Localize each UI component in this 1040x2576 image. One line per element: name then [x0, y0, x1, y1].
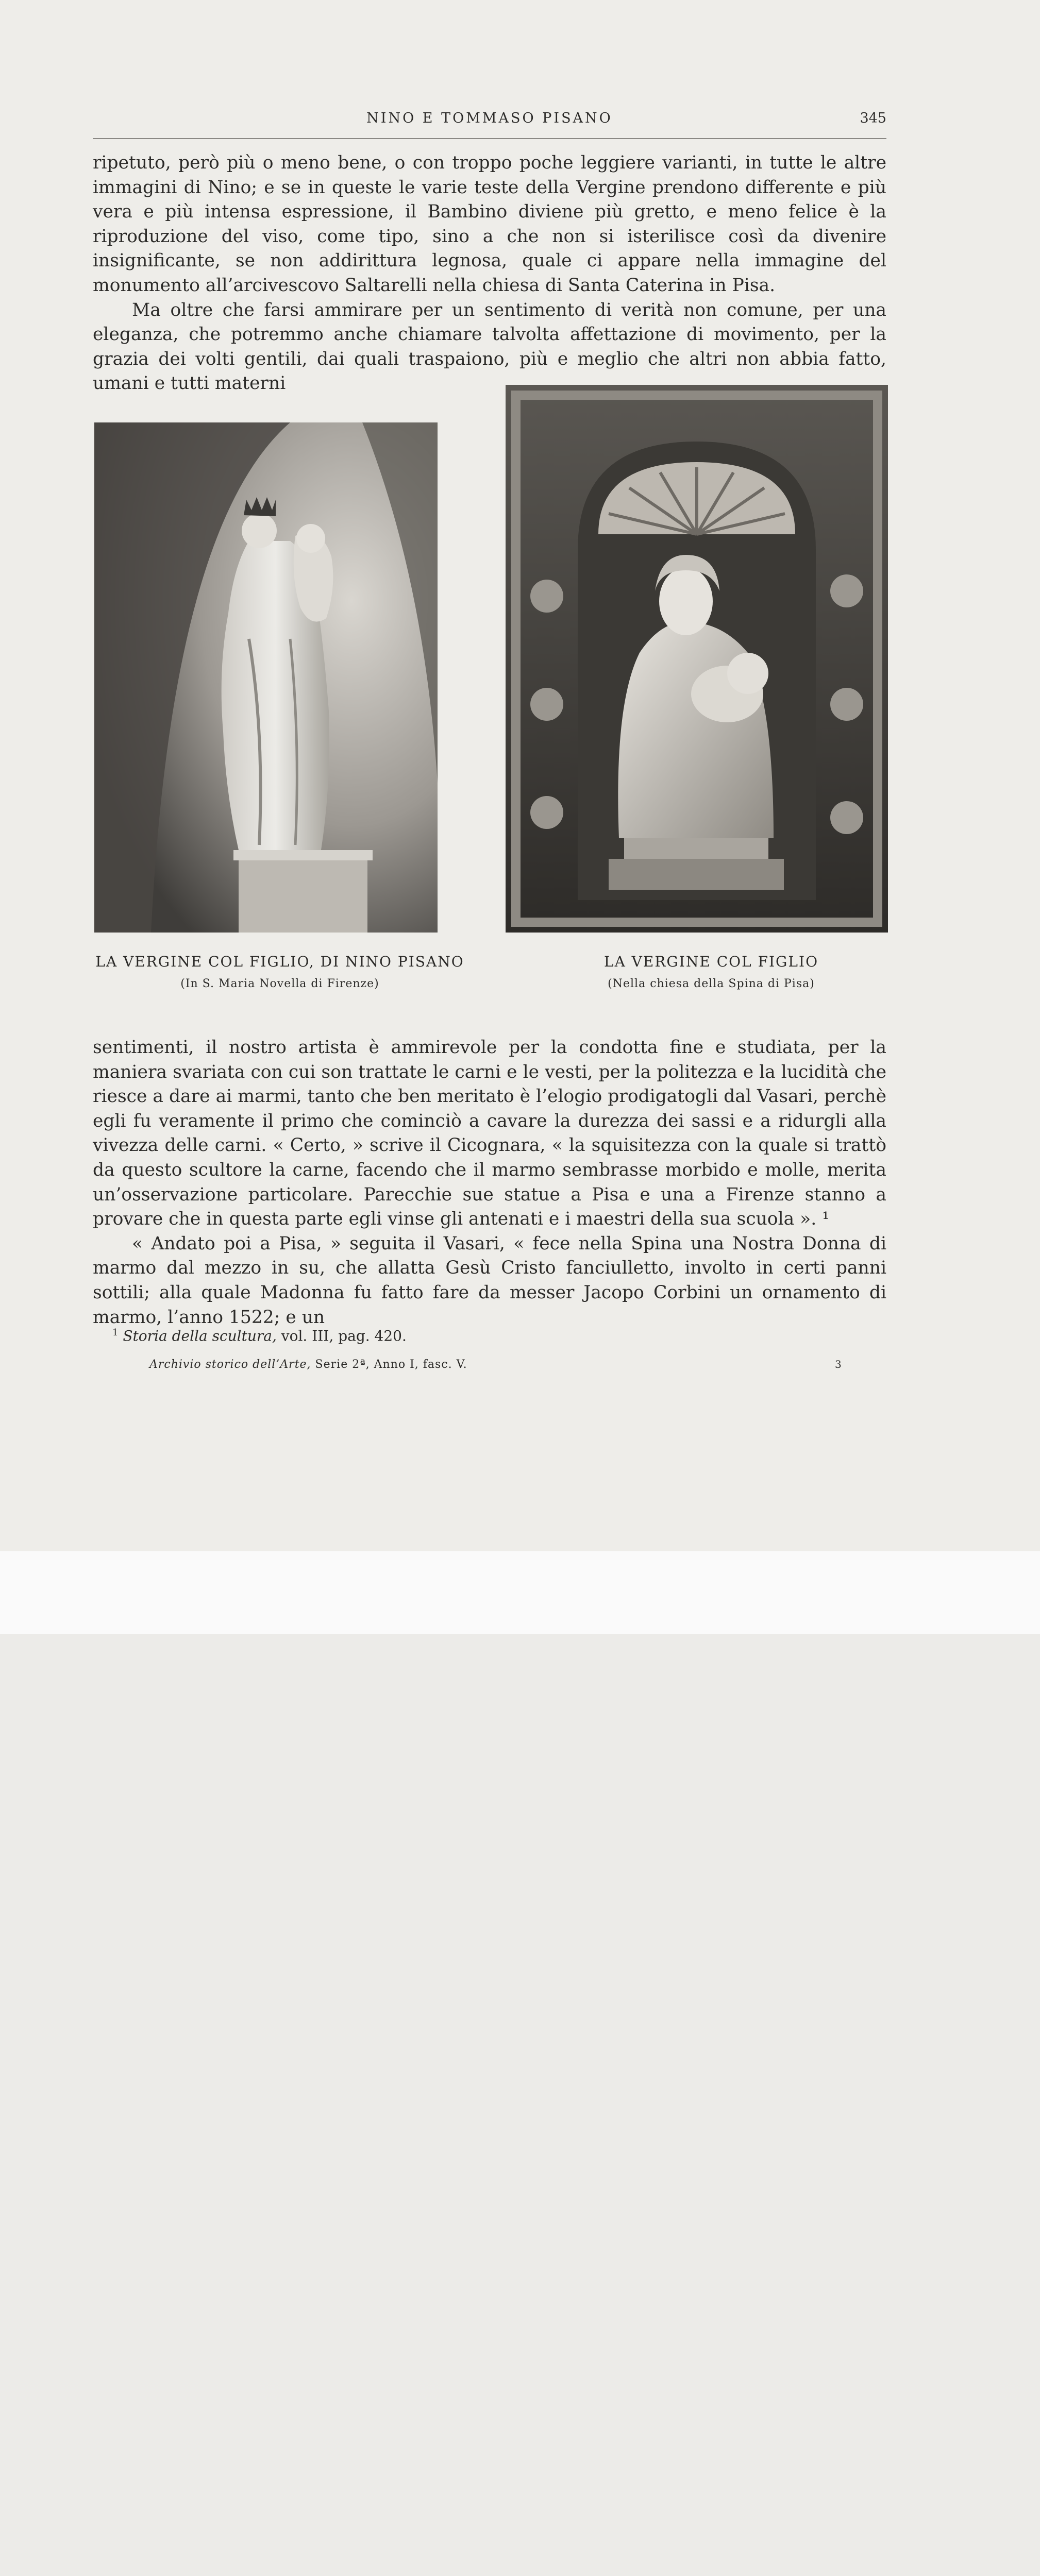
- paragraph: sentimenti, il nostro artista è ammirevole per la condotta fine e studiata, per la maniera svariata con cui son trattate le carni e le vesti, per la politezza e la lucidità che riesce a dare ai marmi, tanto che ben meritato è l’elogio prodigatogli dal Vasari, perchè egli fu veramente il primo che cominciò a cavare la durezza dei sassi e a ridurgli alla vivezza delle carni. « Certo, » scrive il Cicognara, « la squisitezza con la quale si trattò da questo scultore la carne, facendo che il marmo sembrasse morbido e molle, merita un’osservazione particolare. Parecchie sue statue a Pisa e una a Firenze stanno a provare che in questa parte egli vinse gli antenati e i maestri della sua scuola ». ¹: [93, 1037, 886, 1230]
- paragraph: « Andato poi a Pisa, » seguita il Vasari, « fece nella Spina una Nostra Donna di marmo dal mezzo in su, che allatta Gesù Cristo fanciulletto, involto in certi panni sottili; alla quale Madonna fu fatto fare da messer Jacopo Corbini un ornamento di marmo, l’anno 1522; e un: [93, 1233, 886, 1328]
- caption-right: [582, 953, 840, 990]
- statue-photo-left: [94, 422, 438, 933]
- running-title: NINO E TOMMASO PISANO: [366, 110, 613, 126]
- header-rule: [93, 138, 886, 139]
- caption-subtitle: (Nella chiesa della Spina di Pisa): [608, 977, 815, 990]
- caption-subtitle: (In S. Maria Novella di Firenze): [180, 977, 379, 990]
- paragraph: Ma oltre che farsi ammirare per un sentimento di verità non comune, per una eleganza, che potremmo anche chiamare talvolta affettazione di movimento, per la grazia dei volti gentili, dai quali traspaiono, più e meglio che altri non abbia fatto, umani e tutti materni: [93, 299, 886, 394]
- page-number: 345: [860, 110, 886, 126]
- signature-line: [149, 1358, 467, 1371]
- footnote-marker: 1: [112, 1327, 119, 1338]
- body-text-bottom: [93, 1036, 886, 1330]
- running-head: [93, 110, 886, 131]
- caption-left: [94, 953, 465, 990]
- relief-photo-right: [506, 385, 888, 933]
- footnote-work: Storia della scultura,: [123, 1327, 277, 1345]
- journal-issue: Serie 2ª, Anno I, fasc. V.: [311, 1358, 467, 1371]
- journal-title: Archivio storico dell’Arte,: [149, 1358, 311, 1371]
- footnote-rest: vol. III, pag. 420.: [276, 1327, 407, 1345]
- paragraph: ripetuto, però più o meno bene, o con troppo poche leggiere varianti, in tutte le altre immagini di Nino; e se in queste le varie teste della Vergine prendono differente e più vera e più intensa espressione, il Bambino diviene più gretto, e meno felice è la riproduzione del viso, come tipo, sino a che non si isterilisce così da divenire insignificante, se non addirittura legnosa, quale ci appare nella immagine del monumento all’arcivescovo Saltarelli nella chiesa di Santa Caterina in Pisa.: [93, 152, 886, 296]
- figure-virgin-santa-maria-novella: [94, 422, 438, 933]
- body-text-top: [93, 151, 886, 396]
- caption-title: LA VERGINE COL FIGLIO: [603, 953, 819, 970]
- figure-virgin-spina-pisa: [506, 385, 888, 933]
- footnote: [112, 1327, 407, 1344]
- caption-title: LA VERGINE COL FIGLIO, DI NINO PISANO: [95, 953, 464, 970]
- sheet-mark: 3: [835, 1358, 842, 1370]
- digitization-footer: [0, 1551, 1040, 1634]
